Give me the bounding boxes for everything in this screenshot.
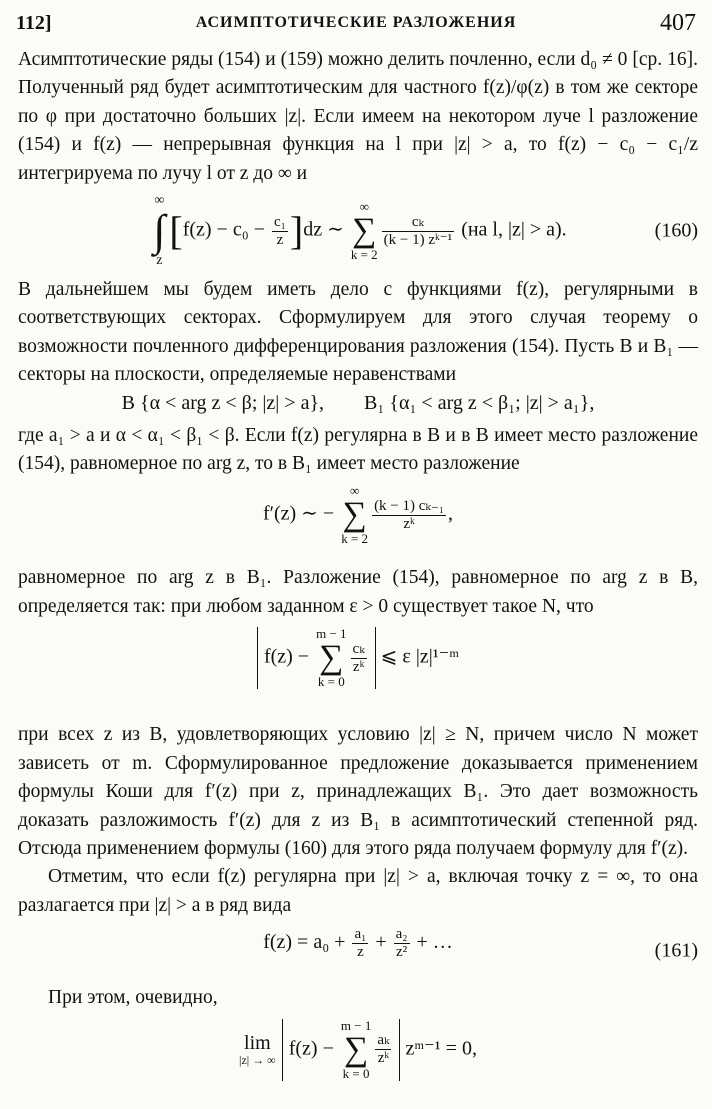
limit-operator: lim |z| → ∞ [239,1031,276,1067]
page-header [16,10,696,38]
sector-B1: B₁ {α₁ < arg z < β₁; |z| > a₁}, [364,391,595,414]
sector-definitions [18,392,698,422]
paragraph-5: при всех z из B, удовлетворяющих условию |z| ≥ N, причем число N может зависеть от m. Сформулированное предложение доказывается применением формулы Коши для f′(z) при z, принадлежащих B₁. Это дает возможность доказать разложимость f′(z) для z из B₁ в асимптотический степенной ряд. Отсюда применением формулы (160) для этого ряда получаем формулу для f′(z). [18,724,698,859]
running-title: АСИМПТОТИЧЕСКИЕ РАЗЛОЖЕНИЯ [195,14,517,31]
fraction-a2: $\frac{\text{a₂}}{\text{z²}}$ [395,926,408,961]
paragraph-6: Отметим, что если f(z) регулярна при |z| > a, включая точку z = ∞, то она разлагается при |z| > a в ряд вида [18,866,698,916]
paragraph-2: В дальнейшем мы будем иметь дело с функциями f(z), регулярными в соответствующих секторах. Сформулируем для этого случая теорему о возможности почленного дифференцирования разложения (154). Пусть B и B₁ — секторы на плоскости, определяемые неравенствами [18,279,698,386]
equation-number: (161) [654,939,698,962]
fraction-term: $\frac{\text{cₖ}}{\text{(k − 1) zᵏ⁻¹}}$ [383,213,453,248]
equation-161: f(z) = a₀ + $\frac{\text{a₁}}{z}$ + $\frac{\text{a₂}}{\text{z²}}$ + … (161) [263,926,698,962]
fraction-c1-z: $\frac{\text{c₁}}{z}$ [273,213,286,248]
paragraph-3: где a₁ > a и α < α₁ < β₁ < β. Если f(z) регулярна в B и в B имеет место разложение (154), равномерное по arg z, то в B₁ имеет место разложение [18,424,698,475]
fraction-term: $\frac{\text{cₖ}}{\text{zᵏ}}$ [352,640,365,675]
page-body [18,46,698,1109]
paragraph-7: При этом, очевидно, [48,987,218,1009]
fraction-term: $\frac{\text{aₖ}}{\text{zᵏ}}$ [377,1032,390,1067]
derivative-expansion: f′(z) ∼ − ∞ ∑ k = 2 $\frac{\text{(k − 1) cₖ₋₁}}{\text{zᵏ}}$ , [262,483,454,547]
integral-sign: ∞ ∫ z [153,193,166,269]
equation-160: ∞ ∫ z [f(z) − c₀ − $\frac{\text{c₁}}{z}$ ]dz ∼ ∞ ∑ k = 2 $\frac{\text{cₖ}}{\text{(k − 1) zᵏ⁻¹}}$ (на l, |z| > a). (160) [153,193,698,269]
absolute-value: f(z) − m − 1 ∑ k = 0 $\frac{\text{cₖ}}{\text{zᵏ}}$ [257,627,376,689]
sum-sign: m − 1 ∑ k = 0 [316,626,347,690]
sector-B: B {α < arg z < β; |z| > a}, [121,391,325,414]
paragraph-4: равномерное по arg z в B₁. Разложение (154), равномерное по arg z в B, определяется так: при любом заданном ε > 0 существует такое N, что [18,567,698,617]
sum-sign: m − 1 ∑ k = 0 [340,1017,372,1081]
fraction-term: $\frac{\text{(k − 1) cₖ₋₁}}{\text{zᵏ}}$ [374,497,445,532]
equation-number: (160) [654,219,698,242]
paragraph-1: Асимптотические ряды (154) и (159) можно делить почленно, если d₀ ≠ 0 [ср. 16]. Полученный ряд будет асимптотическим для частного f(z)/φ(z) в том же секторе по φ при достаточно больших |z|. Если имеем на некотором луче l разложение (154) и f(z) — непрерывная функция на l при |z| > a, то f(z) − c₀ − c₁/z интегрируема по лучу l от z до ∞ и [18,49,698,184]
page-number: 407 [660,10,696,36]
limit-equation: lim |z| → ∞ f(z) − m − 1 ∑ k = 0 $\frac{\text{aₖ}}{\text{zᵏ}}$ zᵐ⁻¹ = 0, [239,1017,477,1081]
fraction-a1: $\frac{\text{a₁}}{z}$ [354,926,367,961]
absolute-value: f(z) − m − 1 ∑ k = 0 $\frac{\text{aₖ}}{\text{zᵏ}}$ [282,1019,401,1081]
sum-sign: ∞ ∑ k = 2 [350,199,378,263]
uniform-bound: f(z) − m − 1 ∑ k = 0 $\frac{\text{cₖ}}{\text{zᵏ}}$ ⩽ ε |z|¹⁻ᵐ [18,627,698,713]
sum-sign: ∞ ∑ k = 2 [341,483,369,547]
section-number: 112] [16,12,52,34]
